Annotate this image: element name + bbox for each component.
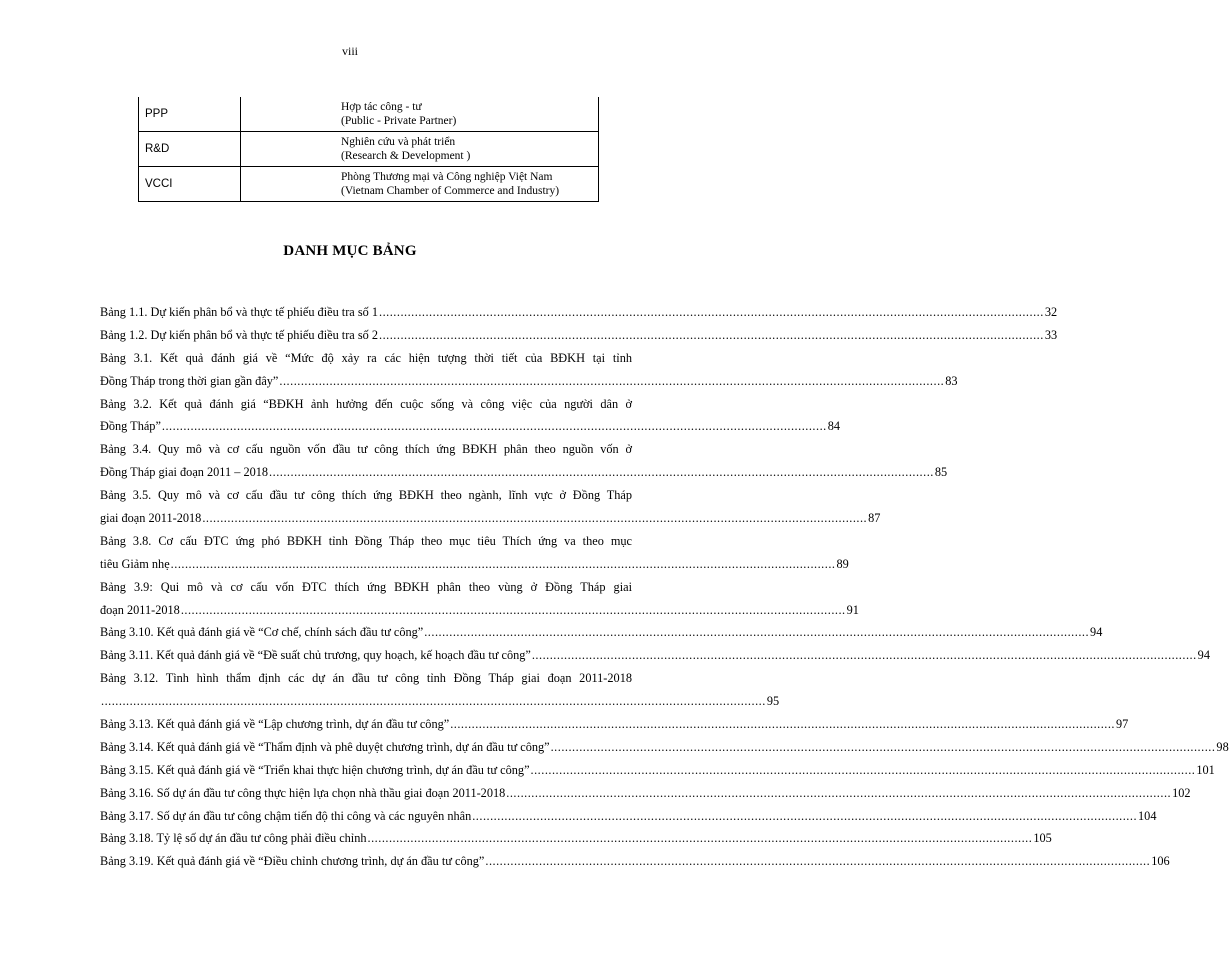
dot-leader: ..........................................................................................................................................................................................	[367, 831, 1033, 846]
dot-leader: ..........................................................................................................................................................................................	[506, 785, 1172, 800]
toc-line	[100, 644, 1210, 667]
toc-entry-text: Bảng 3.8. Cơ cấu ĐTC ứng phó BĐKH tỉnh Đồng Tháp theo mục tiêu Thích ứng va theo mục	[100, 533, 632, 548]
toc-entry[interactable]	[100, 301, 1058, 324]
toc-entry-text: Bảng 3.15. Kết quả đánh giá về “Triển khai thực hiện chương trình, dự án đầu tư công”	[100, 762, 530, 777]
table-row	[139, 97, 599, 132]
dot-leader: ..........................................................................................................................................................................................	[180, 602, 846, 617]
description-line: Nghiên cứu và phát triển	[341, 136, 456, 148]
toc-line	[100, 438, 632, 461]
toc-entry[interactable]	[100, 850, 1170, 873]
toc-line	[100, 461, 948, 484]
dot-leader: ..........................................................................................................................................................................................	[101, 694, 766, 709]
toc-entry[interactable]	[100, 713, 1129, 736]
toc-entry[interactable]	[100, 438, 948, 484]
toc-page-number: 89	[836, 556, 849, 571]
dot-leader: ..........................................................................................................................................................................................	[531, 648, 1197, 663]
dot-leader: ..........................................................................................................................................................................................	[279, 373, 945, 388]
toc-entry-text: Bảng 3.16. Số dự án đầu tư công thực hiện lựa chọn nhà thầu giai đoạn 2011-2018	[100, 785, 506, 800]
toc-line	[100, 736, 1229, 759]
abbreviation-key: VCCI	[139, 167, 241, 202]
toc-entry-text: Bảng 3.4. Quy mô và cơ cấu nguồn vốn đầu tư công thích ứng BĐKH phân theo nguồn vốn ở	[100, 442, 632, 457]
toc-entry-text: Đồng Tháp giai đoạn 2011 – 2018	[100, 465, 269, 480]
toc-entry[interactable]	[100, 347, 958, 393]
toc-page-number: 85	[934, 465, 948, 480]
toc-entry[interactable]	[100, 393, 841, 439]
toc-line	[100, 827, 1052, 850]
dot-leader: ..........................................................................................................................................................................................	[485, 854, 1151, 869]
dot-leader: ..........................................................................................................................................................................................	[550, 739, 1216, 754]
toc-page-number: 102	[1172, 785, 1191, 800]
toc-entry-text: Bảng 3.1. Kết quả đánh giá về “Mức độ xảy ra các hiện tượng thời tiết của BĐKH tại tỉnh	[100, 350, 632, 365]
toc-entry-text: giai đoạn 2011-2018	[100, 511, 202, 526]
toc-line	[100, 690, 780, 713]
toc-line	[100, 805, 1157, 828]
dot-leader: ..........................................................................................................................................................................................	[530, 762, 1196, 777]
toc-page-number: 84	[827, 419, 841, 434]
toc-line	[100, 484, 632, 507]
table-of-contents	[100, 301, 1229, 873]
abbreviation-description	[241, 132, 599, 167]
toc-page-number: 97	[1116, 717, 1129, 732]
toc-line	[100, 576, 632, 599]
toc-entry[interactable]	[100, 621, 1103, 644]
toc-entry[interactable]	[100, 324, 1058, 347]
toc-page-number: 105	[1033, 831, 1052, 846]
dot-leader: ..........................................................................................................................................................................................	[269, 465, 934, 480]
toc-line	[100, 370, 958, 393]
toc-entry[interactable]	[100, 644, 1210, 667]
toc-entry-text: Bảng 3.11. Kết quả đánh giá về “Đề suất chủ trương, quy hoạch, kế hoạch đầu tư công”	[100, 648, 531, 663]
section-title: DANH MỤC BẢNG	[283, 243, 417, 259]
dot-leader: ..........................................................................................................................................................................................	[424, 625, 1090, 640]
toc-entry-text: Bảng 3.10. Kết quả đánh giá về “Cơ chế, chính sách đầu tư công”	[100, 625, 424, 640]
toc-line	[100, 621, 1103, 644]
toc-entry[interactable]	[100, 530, 849, 576]
toc-entry-text: Bảng 3.13. Kết quả đánh giá về “Lập chương trình, dự án đầu tư công”	[100, 717, 450, 732]
toc-entry-text: Bảng 3.5. Quy mô và cơ cấu đầu tư công thích ứng BĐKH theo ngành, lĩnh vực ở Đồng Tháp	[100, 488, 632, 503]
toc-entry-text: tiêu Giảm nhẹ	[100, 556, 170, 571]
toc-entry[interactable]	[100, 667, 780, 713]
dot-leader: ..........................................................................................................................................................................................	[450, 717, 1116, 732]
toc-page-number: 91	[846, 602, 859, 617]
dot-leader: ..........................................................................................................................................................................................	[472, 808, 1138, 823]
toc-page-number: 101	[1196, 762, 1215, 777]
toc-entry[interactable]	[100, 576, 859, 622]
toc-entry[interactable]	[100, 484, 881, 530]
description-line: (Research & Development )	[341, 150, 471, 162]
toc-entry-text: Đồng Tháp”	[100, 419, 161, 434]
toc-entry[interactable]	[100, 827, 1052, 850]
page-number: viii	[341, 44, 358, 58]
description-line: Phòng Thương mại và Công nghiệp Việt Nam	[341, 171, 553, 183]
toc-entry-text: Bảng 3.9: Qui mô và cơ cấu vốn ĐTC thích ứng BĐKH phân theo vùng ở Đồng Tháp giai	[100, 579, 632, 594]
dot-leader: ..........................................................................................................................................................................................	[170, 556, 836, 571]
toc-entry-text: Đồng Tháp trong thời gian gần đây”	[100, 373, 279, 388]
toc-entry[interactable]	[100, 759, 1215, 782]
toc-line	[100, 301, 1058, 324]
toc-page-number: 94	[1090, 625, 1103, 640]
toc-line	[100, 667, 632, 690]
dot-leader: ..........................................................................................................................................................................................	[379, 327, 1044, 342]
toc-entry-text: đoạn 2011-2018	[100, 602, 180, 617]
toc-line	[100, 599, 859, 622]
toc-line	[100, 393, 632, 416]
toc-line	[100, 782, 1191, 805]
description-line: (Vietnam Chamber of Commerce and Industry)	[341, 185, 560, 197]
toc-entry-text: Bảng 3.12. Tình hình thẩm định các dự án đầu tư công tỉnh Đồng Tháp giai đoạn 2011-2018	[100, 671, 632, 686]
dot-leader: ..........................................................................................................................................................................................	[379, 305, 1044, 319]
toc-page-number: 83	[945, 373, 958, 388]
dot-leader: ..........................................................................................................................................................................................	[161, 419, 827, 434]
abbreviation-description	[241, 97, 599, 132]
abbreviation-description	[241, 167, 599, 202]
toc-line	[100, 530, 632, 553]
toc-page-number: 87	[868, 511, 881, 526]
abbreviation-key: R&D	[139, 132, 241, 167]
toc-entry-text: Bảng 3.14. Kết quả đánh giá về “Thẩm định và phê duyệt chương trình, dự án đầu tư công”	[100, 739, 550, 754]
toc-page-number: 94	[1197, 648, 1210, 663]
toc-page-number: 32	[1044, 305, 1058, 319]
abbreviation-key: PPP	[139, 97, 241, 132]
toc-line	[100, 507, 881, 530]
toc-line	[100, 324, 1058, 347]
table-row	[139, 167, 599, 202]
description-line: (Public - Private Partner)	[341, 115, 457, 127]
toc-entry[interactable]	[100, 805, 1157, 828]
toc-entry-text: Bảng 3.17. Số dự án đầu tư công chậm tiến độ thi công và các nguyên nhân	[100, 808, 472, 823]
toc-page-number: 95	[766, 694, 780, 709]
dot-leader: ..........................................................................................................................................................................................	[202, 511, 868, 526]
abbreviation-table	[138, 97, 599, 202]
table-row	[139, 132, 599, 167]
toc-page-number: 98	[1216, 739, 1229, 754]
toc-entry[interactable]	[100, 782, 1191, 805]
toc-entry-text: Bảng 3.19. Kết quả đánh giá về “Điều chỉnh chương trình, dự án đầu tư công”	[100, 854, 485, 869]
toc-line	[100, 553, 849, 576]
toc-line	[100, 713, 1129, 736]
toc-line	[100, 415, 841, 438]
toc-entry-text: Bảng 1.1. Dự kiến phân bổ và thực tế phiếu điều tra số 1	[100, 305, 378, 319]
toc-entry-text: Bảng 1.2. Dự kiến phân bổ và thực tế phiếu điều tra số 2	[100, 327, 378, 342]
toc-page-number: 106	[1151, 854, 1170, 869]
toc-page-number: 33	[1044, 327, 1058, 342]
toc-entry[interactable]	[100, 736, 1229, 759]
toc-line	[100, 759, 1215, 782]
toc-entry-text: Bảng 3.18. Tỷ lệ số dự án đầu tư công phải điều chỉnh	[100, 831, 367, 846]
toc-page-number: 104	[1138, 808, 1157, 823]
toc-line	[100, 347, 632, 370]
toc-entry-text: Bảng 3.2. Kết quả đánh giá “BĐKH ảnh hưởng đến cuộc sống và công việc của người dân ở	[100, 396, 632, 411]
toc-line	[100, 850, 1170, 873]
description-line: Hợp tác công - tư	[341, 101, 422, 113]
